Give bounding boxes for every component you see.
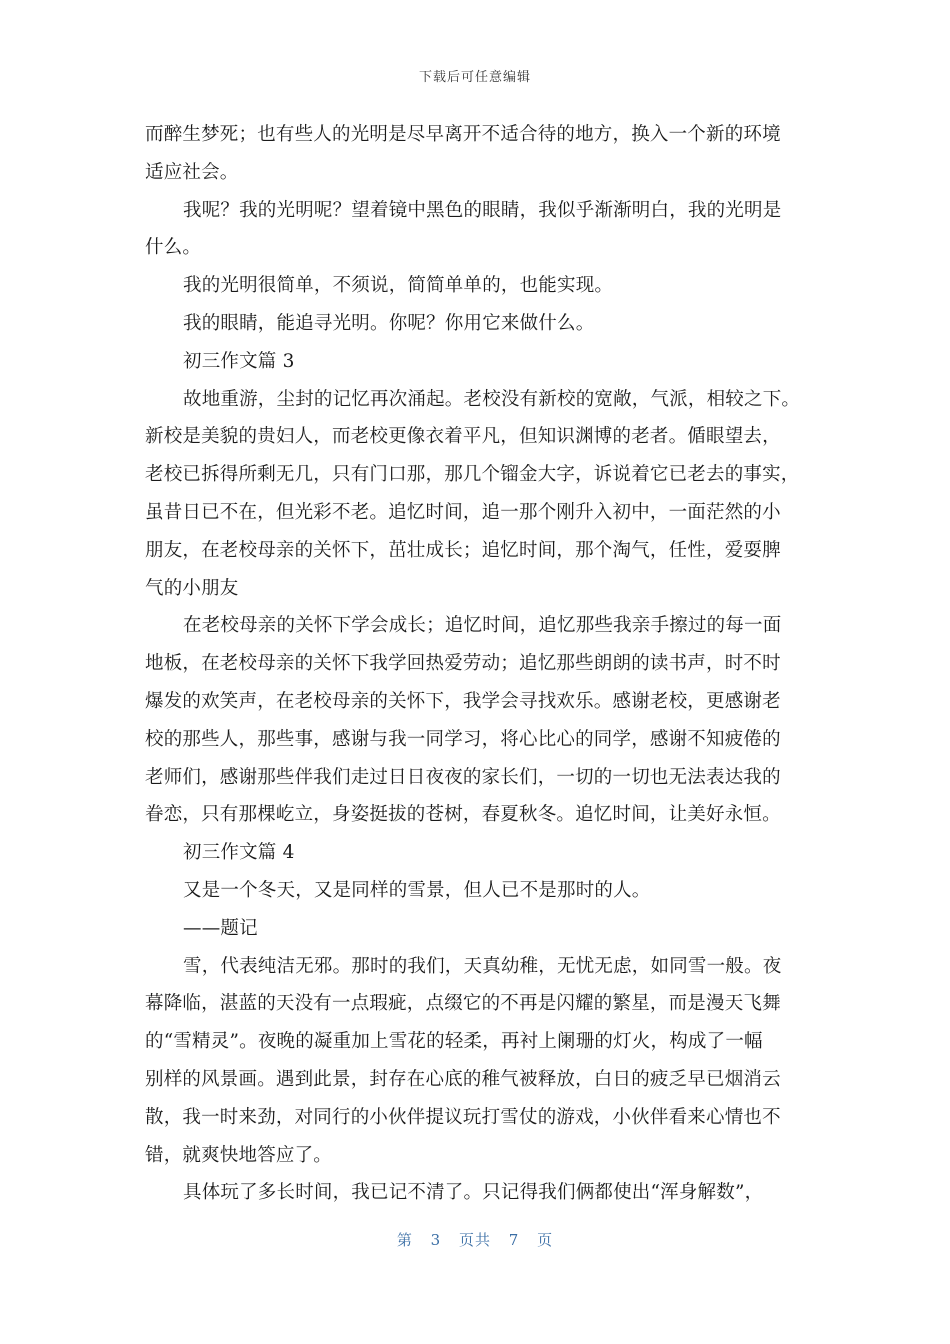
text-line: 的“雪精灵”。夜晚的凝重加上雪花的轻柔，再衬上阑珊的灯火，构成了一幅 [145,1031,763,1053]
page-number: 第 3 页共 7 页 [396,1231,554,1249]
text-line: 故地重游，尘封的记忆再次涌起。老校没有新校的宽敞，气派，相较之下。 [183,388,801,410]
text-line: 校的那些人，那些事，感谢与我一同学习，将心比心的同学，感谢不知疲倦的 [145,728,781,750]
text-line: 老校已拆得所剩无几，只有门口那，那几个镏金大字，诉说着它已老去的事实， [145,464,800,486]
text-line: 别样的风景画。遇到此景，封存在心底的稚气被释放，白日的疲乏早已烟消云 [145,1068,781,1090]
text-line: 新校是美貌的贵妇人，而老校更像衣着平凡，但知识渊博的老者。偱眼望去， [145,426,781,448]
text-line: 初三作文篇 4 [183,842,295,864]
text-line: 幕降临，湛蓝的天没有一点瑕疵，点缀它的不再是闪耀的繁星，而是漫天飞舞 [145,993,781,1015]
text-line: 气的小朋友 [145,577,239,599]
text-line: 我的光明很简单，不须说，简简单单的，也能实现。 [183,275,614,297]
text-line: 在老校母亲的关怀下学会成长；追忆时间，追忆那些我亲手擦过的每一面 [183,615,782,637]
text-line: 地板，在老校母亲的关怀下我学回热爱劳动；追忆那些朗朗的读书声，时不时 [145,653,781,675]
text-line: 初三作文篇 3 [183,350,295,372]
page-header: 下载后可任意编辑 [418,70,531,85]
document-body [145,116,815,1212]
text-line: 又是一个冬天，又是同样的雪景，但人已不是那时的人。 [183,879,651,901]
text-line: 散，我一时来劲，对同行的小伙伴提议玩打雪仗的游戏，小伙伴看来心情也不 [145,1106,781,1128]
text-line: 老师们，感谢那些伴我们走过日日夜夜的家长们，一切的一切也无法表达我的 [145,766,781,788]
text-line: 什么。 [145,237,202,259]
text-line: 具体玩了多长时间，我已记不清了。只记得我们俩都使出“浑身解数”， [183,1182,764,1204]
text-line: 爆发的欢笑声，在老校母亲的关怀下，我学会寻找欢乐。感谢老校，更感谢老 [145,690,781,712]
text-line: 我的眼睛，能追寻光明。你呢？你用它来做什么。 [183,312,595,334]
text-line: 我呢？我的光明呢？望着镜中黑色的眼睛，我似乎渐渐明白，我的光明是 [183,199,782,221]
text-line: 错，就爽快地答应了。 [145,1144,333,1166]
text-line: 眷恋，只有那棵屹立，身姿挺拔的苍树，春夏秋冬。追忆时间，让美好永恒。 [145,804,781,826]
text-line: 虽昔日已不在，但光彩不老。追忆时间，追一那个刚升入初中，一面茫然的小 [145,501,781,523]
text-line: 朋友，在老校母亲的关怀下，茁壮成长；追忆时间，那个淘气，任性，爱耍脾 [145,539,781,561]
text-line: 而醉生梦死；也有些人的光明是尽早离开不适合待的地方，换入一个新的环境 [145,124,781,145]
text-line: 适应社会。 [145,161,239,183]
text-line: ——题记 [183,917,258,939]
text-line: 雪，代表纯洁无邪。那时的我们，天真幼稚，无忧无虑，如同雪一般。夜 [183,955,782,977]
